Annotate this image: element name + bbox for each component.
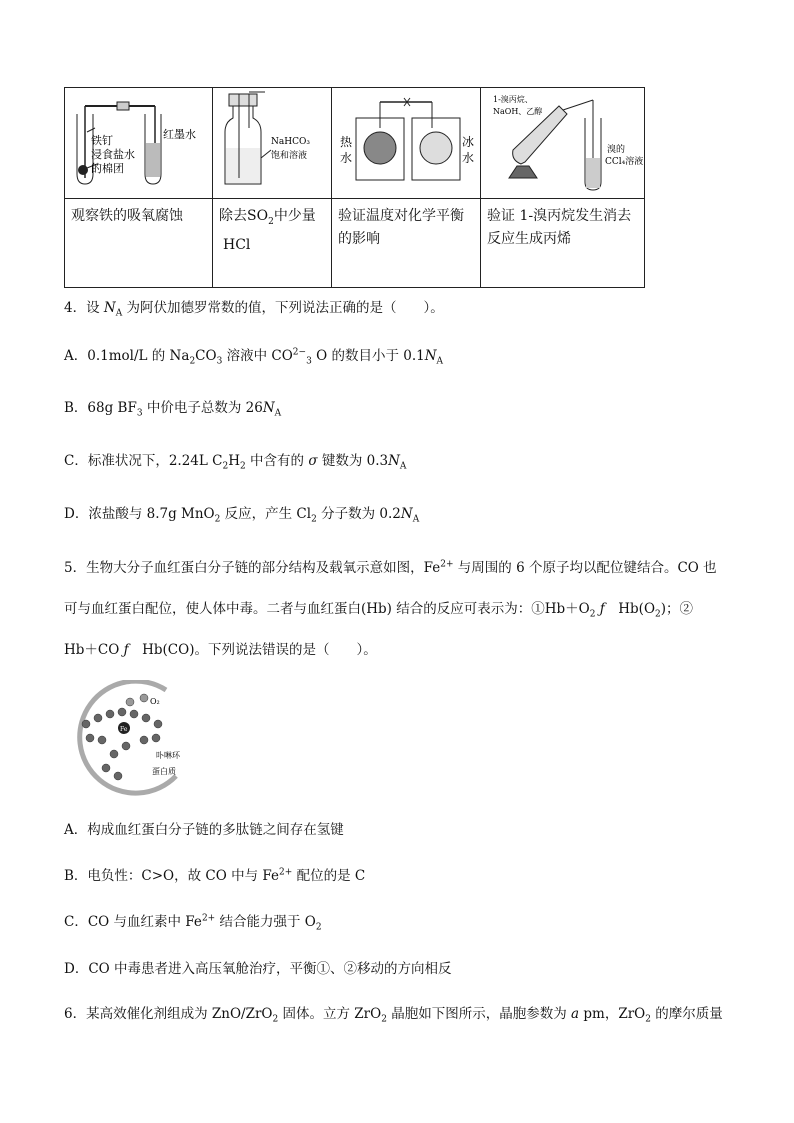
svg-text:Fe: Fe — [120, 726, 128, 733]
apparatus-gas-washing — [213, 88, 332, 199]
q4-option-b: B．68g $BF_3$ 中价电子总数为 $26N_A$ — [64, 400, 282, 419]
q5-option-d: D．CO 中毒患者进入高压氧舱治疗，平衡①、②移动的方向相反 — [64, 961, 452, 977]
q6-stem: 6．某高效催化剂组成为 ZnO/ZrO$_2$ 固体。立方 ZrO$_2$ 晶胞如下图所示，晶胞参数为 a pm，ZrO$_2$ 的摩尔质量 — [64, 1006, 723, 1025]
caption-temperature: 验证温度对化学平衡 的影响 — [332, 199, 481, 288]
apparatus-elimination — [481, 88, 645, 199]
label-o2: O₂ — [150, 697, 160, 706]
q5-line-1: 5．生物大分子血红蛋白分子链的部分结构及载氧示意如图，$Fe^{2+}$ 与周围的 6 个原子均以配位键结合。CO 也 — [64, 559, 717, 576]
caption-elimination: 验证 1-溴丙烷发生消去 反应生成丙烯 — [481, 199, 645, 288]
label-ice: 冰 — [462, 135, 475, 149]
experiment-table — [64, 87, 645, 288]
label-protein: 蛋白质 — [152, 767, 176, 776]
q4-stem: 4．设 $N_A$ 为阿伏加德罗常数的值，下列说法正确的是（ ）。 — [64, 300, 444, 319]
caption-remove-hcl: 除去$SO_2$中少量 HCl — [213, 199, 332, 288]
q4-option-d: D．浓盐酸与 8.7g MnO$_2$ 反应，产生 $Cl_2$ 分子数为 $0.2N_A$ — [64, 506, 420, 525]
label-red-ink: 红墨水 — [163, 128, 196, 141]
label-nahco3: NaHCO₃ — [271, 137, 310, 147]
gas-washing-bottle-figure — [213, 88, 332, 198]
q5-line-2: 可与血红蛋白配位，使人体中毒。二者与血红蛋白(Hb) 结合的反应可表示为：$①Hb+O_2$ ƒ $Hb(O_2)$；② — [64, 601, 694, 620]
label-cotton: 的棉团 — [91, 162, 124, 175]
elimination-reaction-figure — [481, 88, 645, 198]
caption-iron-corrosion: 观察铁的吸氧腐蚀 — [65, 199, 213, 288]
q5-option-c: C．CO 与血红素中 $Fe^{2+}$ 结合能力强于 $O_2$ — [64, 913, 322, 933]
apparatus-iron-corrosion — [65, 88, 213, 199]
q5-option-a: A．构成血红蛋白分子链的多肽链之间存在氢键 — [64, 822, 344, 838]
label-hot-water: 水 — [340, 151, 353, 165]
label-reagents-2: NaOH、乙醇 — [493, 107, 543, 116]
label-porphyrin: 卟啉环 — [156, 751, 180, 760]
label-ice-water: 水 — [462, 151, 475, 165]
label-ccl4: CCl₄溶液 — [605, 157, 644, 167]
q4-option-a: A．0.1mol/L 的 $Na_2CO_3$ 溶液中 $CO^{2-}_3$ O 的数目小于 $0.1N_A$ — [64, 347, 444, 367]
label-saturated: 饱和溶液 — [271, 151, 308, 161]
apparatus-temperature-equilibrium — [332, 88, 481, 199]
hemoglobin-figure — [66, 680, 186, 800]
temperature-equilibrium-figure — [332, 88, 481, 198]
iron-corrosion-figure — [65, 88, 213, 198]
label-nail: 铁钉 — [91, 134, 113, 147]
q4-option-c: C．标准状况下，2.24L $C_2H_2$ 中含有的 σ 键数为 $0.3N_A$ — [64, 453, 407, 472]
label-salt-cotton: 浸食盐水 — [91, 148, 135, 161]
label-hot: 热 — [340, 135, 353, 149]
label-bromine: 溴的 — [607, 145, 626, 155]
q5-line-3: Hb＋CO ƒ Hb(CO)。下列说法错误的是（ ）。 — [64, 642, 377, 658]
q5-option-b: B．电负性：C>O，故 CO 中与 $Fe^{2+}$ 配位的是 C — [64, 867, 366, 884]
label-reagents-1: 1-溴丙烷、 — [493, 95, 533, 104]
